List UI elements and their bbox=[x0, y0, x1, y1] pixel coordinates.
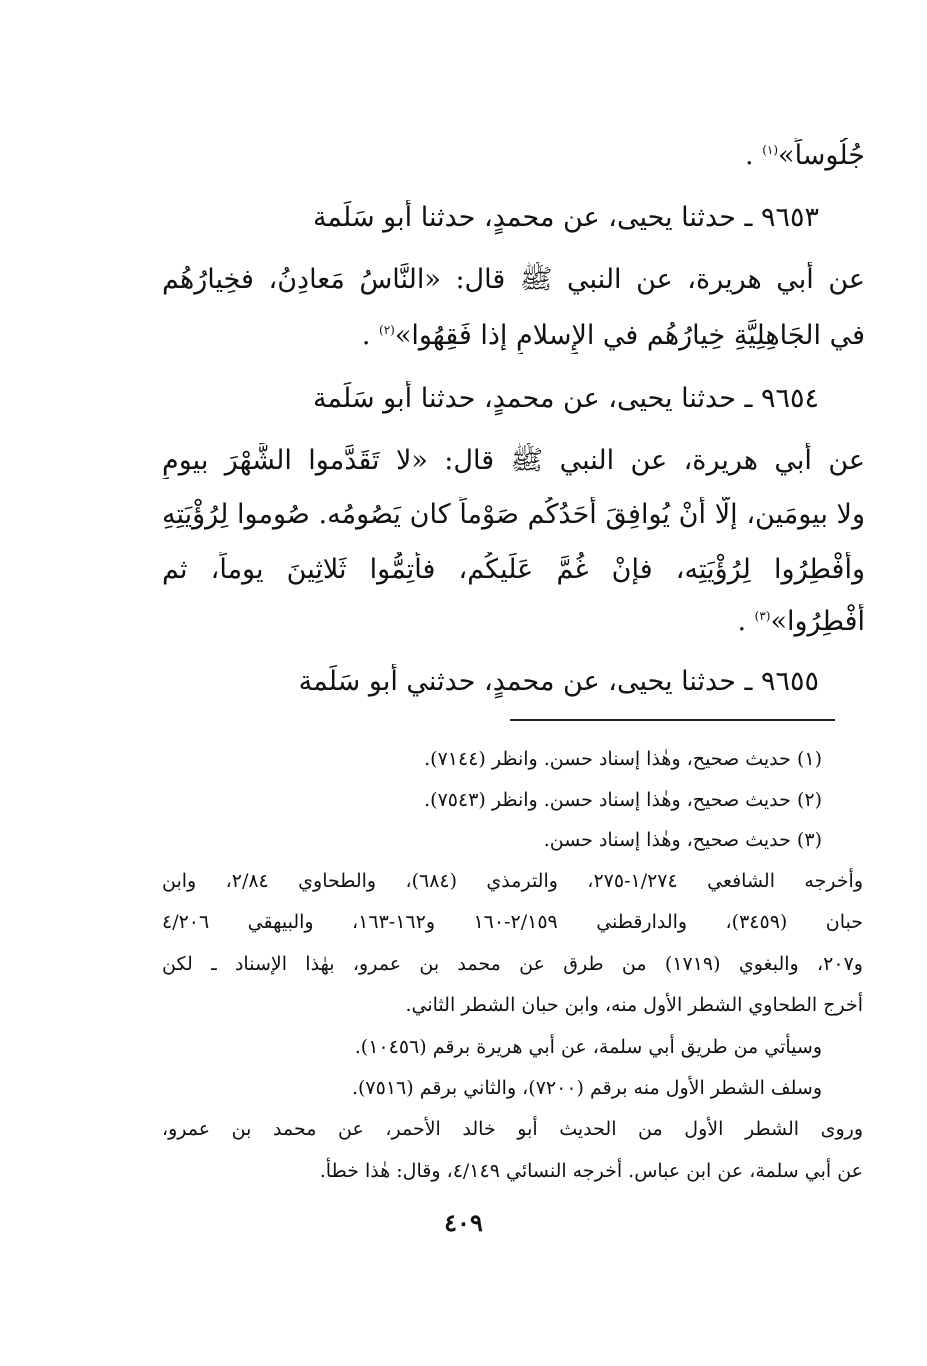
text-line: ولا بيومَين، إلَّا أنْ يُوافِقَ أَحَدُكُم صَوْماً كان يَصُومُه. صُوموا لِرُؤْيَتِهِ bbox=[162, 499, 865, 530]
footnote-marker: (٣) bbox=[754, 609, 771, 623]
footnote-marker: (١) bbox=[762, 143, 779, 157]
footnote-text-line: وسيأتي من طريق أبي سلمة، عن أبي هريرة برقم (١٠٤٥٦). bbox=[354, 1036, 822, 1058]
text-line: جُلُوساً»$^{(١)}$ . bbox=[745, 140, 865, 171]
footnote-text-line: أخرج الطحاوي الشطر الأول منه، وابن حبان الشطر الثاني. bbox=[405, 994, 863, 1016]
page-number: ٤٠٩ bbox=[444, 1208, 483, 1237]
footnote-text-line: وأخرجه الشافعي ١/٢٧٤-٢٧٥، والترمذي (٦٨٤)، والطحاوي ٢/٨٤، وابن bbox=[162, 870, 863, 892]
hadith-heading-9653: ٩٦٥٣ ـ حدثنا يحيى، عن محمدٍ، حدثنا أبو سَلَمة bbox=[312, 202, 819, 233]
text-line: أَفْطِرُوا»$^{(٣)}$ . bbox=[737, 606, 865, 637]
footnote-text-line: و٢٠٧، والبغوي (١٧١٩) من طرق عن محمد بن عمرو، بهٰذا الإسناد ـ لكن bbox=[162, 953, 863, 975]
text-line: في الجَاهِلِيَّةِ خِيارُهُم في الإِسلامِ إذا فَقِهُوا»$^{(٢)}$ . bbox=[361, 320, 865, 351]
footnote-1: (١) حديث صحيح، وهٰذا إسناد حسن. وانظر (٧١٤٤). bbox=[424, 748, 822, 770]
footnote-3: (٣) حديث صحيح، وهٰذا إسناد حسن. bbox=[543, 829, 822, 851]
text-line: وأَفْطِرُوا لِرُؤْيَتِه، فإنْ غُمَّ عَلَيكُم، فأَتِمُّوا ثَلاثِينَ يوماً، ثم bbox=[162, 554, 865, 585]
footnote-text-line: حبان (٣٤٥٩)، والدارقطني ٢/١٥٩-١٦٠ و١٦٢-١٦٣، والبيهقي ٤/٢٠٦ bbox=[162, 911, 863, 933]
hadith-heading-9654: ٩٦٥٤ ـ حدثنا يحيى، عن محمدٍ، حدثنا أبو سَلَمة bbox=[312, 383, 819, 414]
text-line: عن أبي هريرة، عن النبي ﷺ قال: «النَّاسُ مَعادِنُ، فخِيارُهُم bbox=[162, 264, 865, 295]
footnote-separator bbox=[510, 719, 835, 721]
footnote-marker: (٢) bbox=[379, 323, 395, 337]
hadith-heading-9655: ٩٦٥٥ ـ حدثنا يحيى، عن محمدٍ، حدثني أبو سَلَمة bbox=[298, 666, 819, 697]
footnote-text-line: عن أبي سلمة، عن ابن عباس. أخرجه النسائي ٤/١٤٩، وقال: هٰذا خطأ. bbox=[319, 1160, 863, 1182]
text-line: عن أبي هريرة، عن النبي ﷺ قال: «لا تَقَدَّموا الشَّهْرَ بيومٍ bbox=[162, 445, 865, 476]
footnote-text-line: وروى الشطر الأول من الحديث أبو خالد الأحمر، عن محمد بن عمرو، bbox=[162, 1118, 863, 1140]
footnote-text-line: وسلف الشطر الأول منه برقم (٧٢٠٠)، والثاني برقم (٧٥١٦). bbox=[351, 1077, 822, 1099]
footnote-2: (٢) حديث صحيح، وهٰذا إسناد حسن. وانظر (٧٥٤٣). bbox=[424, 789, 822, 811]
